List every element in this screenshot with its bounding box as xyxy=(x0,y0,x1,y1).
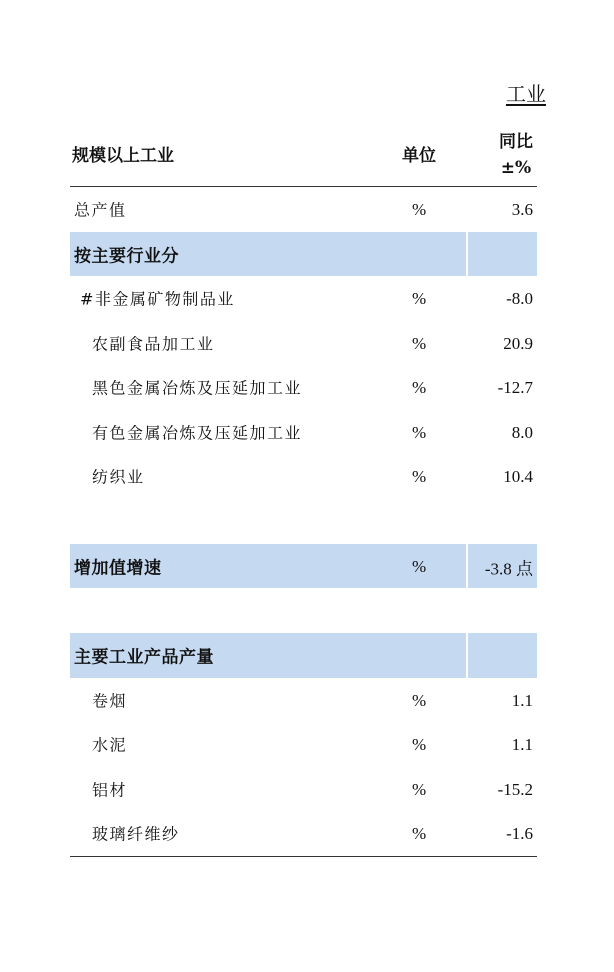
row-value: -12.7 xyxy=(497,378,533,398)
bottom-rule xyxy=(70,856,537,857)
section-header-products xyxy=(70,633,537,678)
row-name: 黑色金属冶炼及压延加工业 xyxy=(92,378,303,398)
header-name: 规模以上工业 xyxy=(72,146,174,166)
section-title: 按主要行业分 xyxy=(74,246,179,267)
row-unit: % xyxy=(412,422,427,442)
row-value: -8.0 xyxy=(506,289,533,309)
table-row xyxy=(70,276,537,321)
row-name: 纺织业 xyxy=(92,467,145,487)
row-unit: % xyxy=(412,289,427,309)
row-name: 玻璃纤维纱 xyxy=(92,824,180,844)
section-header-by-industry xyxy=(70,232,537,277)
row-value: -3.8 点 xyxy=(484,559,533,579)
table-row xyxy=(70,678,537,723)
table-row xyxy=(70,722,537,767)
row-name: 铝材 xyxy=(92,780,128,800)
row-unit: % xyxy=(412,467,427,487)
row-value: 1.1 xyxy=(511,690,533,710)
spacer xyxy=(70,588,537,633)
industry-table xyxy=(70,120,537,857)
row-unit: % xyxy=(412,735,427,755)
row-unit: % xyxy=(412,824,427,844)
row-value: 10.4 xyxy=(503,467,533,487)
row-value: -15.2 xyxy=(497,779,533,799)
table-row xyxy=(70,767,537,812)
row-value: 20.9 xyxy=(503,333,533,353)
table-row xyxy=(70,811,537,856)
header-yoy xyxy=(499,129,533,181)
row-name: 卷烟 xyxy=(92,691,128,711)
header-yoy-line1: 同比 xyxy=(499,132,533,152)
row-unit: % xyxy=(412,378,427,398)
row-unit: % xyxy=(412,200,427,220)
table-header xyxy=(70,120,537,187)
header-yoy-line2: ±% xyxy=(500,158,532,178)
table-row xyxy=(70,365,537,410)
page-title: 工业 xyxy=(506,82,546,106)
row-value: 1.1 xyxy=(511,735,533,755)
table-row xyxy=(70,410,537,455)
row-name: #非金属矿物制品业 xyxy=(80,289,235,309)
row-unit: % xyxy=(412,333,427,353)
row-name: 农副食品加工业 xyxy=(92,334,215,354)
row-unit: % xyxy=(412,556,427,576)
row-unit: % xyxy=(412,779,427,799)
row-name: 水泥 xyxy=(92,735,128,755)
header-unit: 单位 xyxy=(402,146,436,166)
section-row-value-added xyxy=(70,544,537,589)
row-value: 3.6 xyxy=(511,200,533,220)
row-unit: % xyxy=(412,690,427,710)
row-name: 总产值 xyxy=(74,200,127,220)
row-value: -1.6 xyxy=(506,824,533,844)
section-title: 增加值增速 xyxy=(74,558,162,579)
row-value: 8.0 xyxy=(511,422,533,442)
spacer xyxy=(70,499,537,544)
section-title: 主要工业产品产量 xyxy=(74,647,214,668)
table-row xyxy=(70,454,537,499)
row-name: 有色金属冶炼及压延加工业 xyxy=(92,423,303,443)
table-row xyxy=(70,187,537,232)
table-row xyxy=(70,321,537,366)
